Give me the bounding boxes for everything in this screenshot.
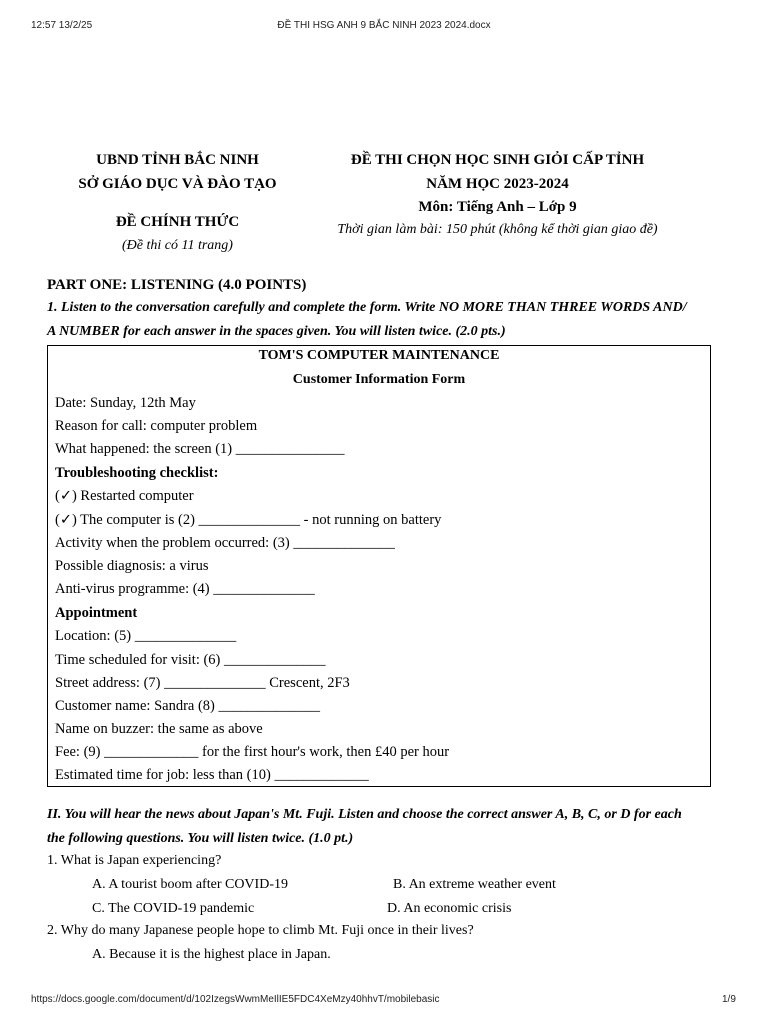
subject-line: Môn: Tiếng Anh – Lớp 9 [418, 199, 577, 215]
q2-option-a: A. Because it is the highest place in Japan. [92, 947, 331, 962]
form-buzzer: Name on buzzer: the same as above [55, 721, 263, 737]
form-fee: Fee: (9) _____________ for the first hour's work, then £40 per hour [55, 744, 450, 760]
school-year: NĂM HỌC 2023-2024 [426, 176, 569, 192]
form-computer-status: (✓) The computer is (2) ______________ - not running on battery [55, 512, 442, 528]
customer-form [47, 345, 711, 787]
print-url: https://docs.google.com/document/d/102IzegsWwmMeIlIE5FDC4XeMzy40hhvT/mobilebasic [31, 994, 440, 1005]
form-restarted: (✓) Restarted computer [55, 488, 194, 504]
form-appointment-heading: Appointment [55, 605, 138, 621]
part-one-instruction-2: A NUMBER for each answer in the spaces given. You will listen twice. (2.0 pts.) [47, 324, 506, 339]
form-reason: Reason for call: computer problem [55, 418, 258, 434]
form-time-scheduled: Time scheduled for visit: (6) ______________ [55, 652, 326, 668]
part-one-instruction-1: 1. Listen to the conversation carefully and complete the form. Write NO MORE THAN THREE WORDS AND/ [47, 300, 687, 315]
pages-note: (Đề thi có 11 trang) [122, 238, 233, 253]
official-exam-label: ĐỀ CHÍNH THỨC [115, 214, 240, 230]
question-2: 2. Why do many Japanese people hope to climb Mt. Fuji once in their lives? [47, 923, 474, 938]
form-subtitle: Customer Information Form [292, 372, 466, 387]
time-line: Thời gian làm bài: 150 phút (không kể thời gian giao đề) [337, 222, 658, 237]
form-what-happened: What happened: the screen (1) _______________ [55, 441, 345, 457]
authority-line2: SỞ GIÁO DỤC VÀ ĐÀO TẠO [78, 176, 277, 192]
form-antivirus: Anti-virus programme: (4) ______________ [55, 581, 315, 597]
section-two-instruction-1: II. You will hear the news about Japan's Mt. Fuji. Listen and choose the correct answer A, B, C, or D for each [47, 807, 682, 822]
section-two-instruction-2: the following questions. You will listen twice. (1.0 pt.) [47, 831, 354, 846]
form-activity: Activity when the problem occurred: (3) ______________ [55, 535, 395, 551]
form-estimated-time: Estimated time for job: less than (10) _____________ [55, 767, 369, 783]
print-doc-title: ĐỀ THI HSG ANH 9 BẮC NINH 2023 2024.docx [277, 20, 491, 31]
form-customer-name: Customer name: Sandra (8) ______________ [55, 698, 320, 714]
question-1: 1. What is Japan experiencing? [47, 853, 222, 868]
exam-title: ĐỀ THI CHỌN HỌC SINH GIỎI CẤP TỈNH [350, 152, 645, 168]
print-datetime: 12:57 13/2/25 [31, 20, 93, 31]
q1-option-a: A. A tourist boom after COVID-19 [92, 877, 288, 892]
authority-line1: UBND TỈNH BẮC NINH [96, 152, 259, 168]
q1-option-c: C. The COVID-19 pandemic [92, 901, 255, 916]
form-street-address: Street address: (7) ______________ Crescent, 2F3 [55, 675, 350, 691]
form-location: Location: (5) ______________ [55, 628, 237, 644]
part-one-title: PART ONE: LISTENING (4.0 POINTS) [47, 277, 307, 293]
form-diagnosis: Possible diagnosis: a virus [55, 558, 209, 574]
q1-option-b: B. An extreme weather event [393, 877, 556, 892]
form-checklist-heading: Troubleshooting checklist: [55, 465, 219, 481]
q1-option-d: D. An economic crisis [387, 901, 512, 916]
form-title: TOM'S COMPUTER MAINTENANCE [258, 348, 500, 363]
print-page-number: 1/9 [722, 994, 736, 1005]
form-date: Date: Sunday, 12th May [55, 395, 196, 411]
